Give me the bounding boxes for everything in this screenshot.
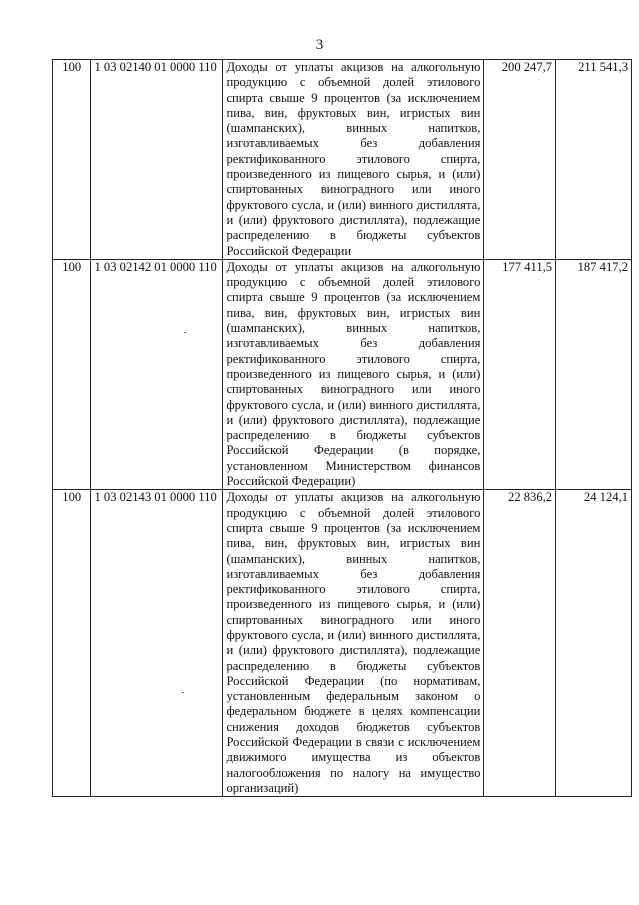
page-number: 3 xyxy=(315,37,324,53)
table-row xyxy=(53,490,632,797)
table-row xyxy=(53,259,632,489)
description-cell: Доходы от уплаты акцизов на алкогольную продукцию с объемной долей этилового спирта свыше 9 процентов (за исключением пива, вин, фруктовых вин, игристых вин (шампанских), винных напитков, изготавливаемых без добавления ректификованного этилового спирта, произведенного из пищевого сырья, и (или) спиртованных виноградного или иного фруктового сусла, и (или) винного дистиллята, и (или) фруктового дистиллята), подлежащие распределению в бюджеты субъектов Российской Федерации (по нормативам, установленным федеральным законом о федеральном бюджете в целях компенсации снижения доходов бюджетов субъектов Российской Федерации в связи с исключением движимого имущества из объектов налогообложения по налогу на имущество организаций) xyxy=(223,490,484,797)
amount-year1-cell: 200 247,7 xyxy=(484,60,556,260)
amount-year1-cell: 22 836,2 xyxy=(484,490,556,797)
kbk-code-cell: 1 03 02142 01 0000 110 xyxy=(91,259,223,489)
admin-code-cell: 100 xyxy=(53,60,91,260)
kbk-code-cell: 1 03 02140 01 0000 110 xyxy=(91,60,223,260)
amount-year1-cell: 177 411,5 xyxy=(484,259,556,489)
scan-speck xyxy=(184,332,186,333)
kbk-code-cell: 1 03 02143 01 0000 110 xyxy=(91,490,223,797)
scan-speck xyxy=(182,692,184,693)
description-cell: Доходы от уплаты акцизов на алкогольную продукцию с объемной долей этилового спирта свыше 9 процентов (за исключением пива, вин, фруктовых вин, игристых вин (шампанских), винных напитков, изготавливаемых без добавления ректификованного этилового спирта, произведенного из пищевого сырья, и (или) спиртованных виноградного или иного фруктового сусла, и (или) винного дистиллята, и (или) фруктового дистиллята), подлежащие распределению в бюджеты субъектов Российской Федерации (в порядке, установленном Министерством финансов Российской Федерации) xyxy=(223,259,484,489)
admin-code-cell: 100 xyxy=(53,490,91,797)
description-cell: Доходы от уплаты акцизов на алкогольную продукцию с объемной долей этилового спирта свыше 9 процентов (за исключением пива, вин, фруктовых вин, игристых вин (шампанских), винных напитков, изготавливаемых без добавления ректификованного этилового спирта, произведенного из пищевого сырья, и (или) спиртованных виноградного или иного фруктового сусла, и (или) винного дистиллята, и (или) фруктового дистиллята), подлежащие распределению в бюджеты субъектов Российской Федерации xyxy=(223,60,484,260)
revenue-table xyxy=(52,59,632,797)
amount-year2-cell: 211 541,3 xyxy=(556,60,632,260)
amount-year2-cell: 187 417,2 xyxy=(556,259,632,489)
admin-code-cell: 100 xyxy=(53,259,91,489)
table-row xyxy=(53,60,632,260)
amount-year2-cell: 24 124,1 xyxy=(556,490,632,797)
